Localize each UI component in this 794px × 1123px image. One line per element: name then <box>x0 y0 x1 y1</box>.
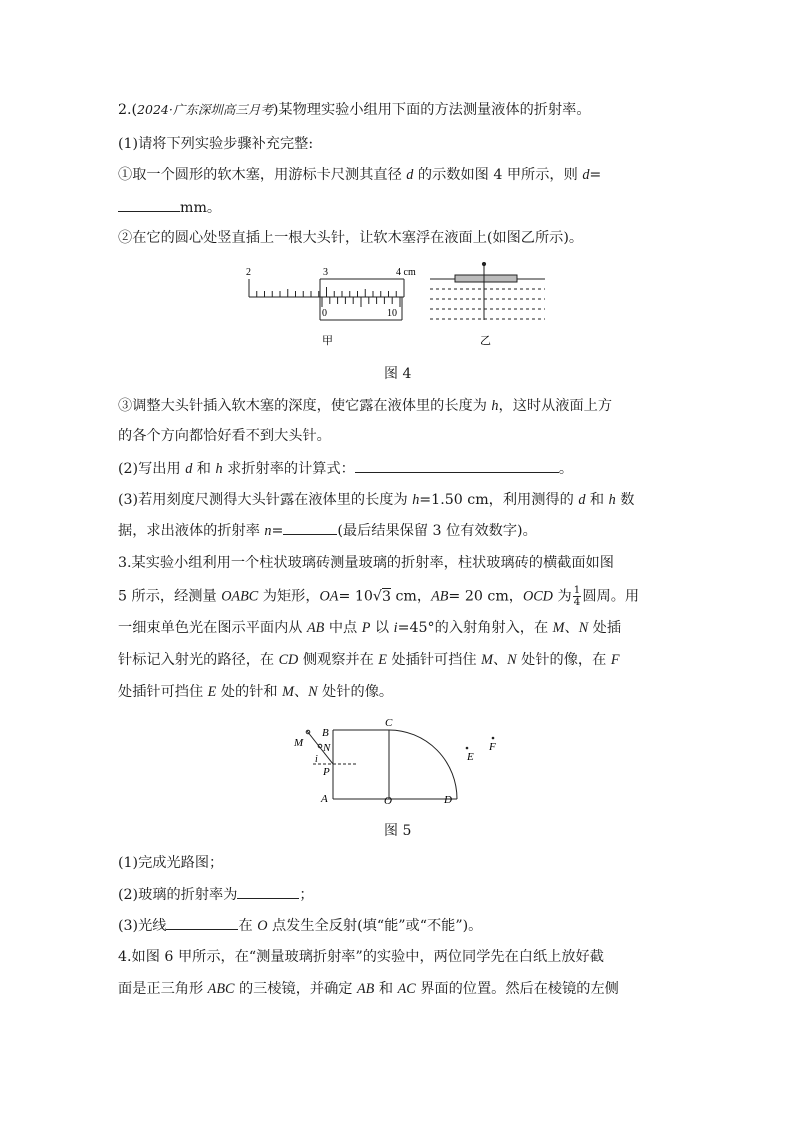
cork-in-liquid <box>430 262 545 320</box>
main-label-3: 3 <box>323 267 328 278</box>
main-label-4cm: 4 cm <box>396 267 416 278</box>
q2-part2: (2)写出用 d 和 h 求折射率的计算式： 。 <box>118 458 573 479</box>
figure-5-caption: 图 5 <box>384 823 412 839</box>
q4-line2: 面是正三角形 ABC 的三棱镜，并确定 AB 和 AC 界面的位置。然后在棱镜的左侧 <box>118 981 619 997</box>
figure-4 <box>230 262 560 357</box>
q3-line3: 一细束单色光在图示平面内从 AB 中点 P 以 i=45°的入射角射入，在 M、N 处插 <box>118 620 622 636</box>
svg-text:E: E <box>467 751 474 763</box>
fraction-quarter: $\frac{1}{4}$ <box>573 584 581 608</box>
q2-title: 2.(2024·广东深圳高三月考)某物理实验小组用下面的方法测量液体的折射率。 <box>118 102 591 118</box>
sqrt-sign: √ <box>372 588 382 605</box>
vernier-scale-ticks <box>322 297 400 307</box>
answer-blank-d[interactable] <box>118 197 180 212</box>
answer-blank-total-reflection[interactable] <box>166 915 238 930</box>
pin-F <box>492 737 495 740</box>
vernier-label-0: 0 <box>322 308 327 319</box>
svg-text:F: F <box>489 741 496 753</box>
q3-line5: 处插针可挡住 E 处的针和 M、N 处针的像。 <box>118 684 394 700</box>
q3-part3: (3)光线 在 O 点发生全反射(填“能”或“不能”)。 <box>118 915 482 936</box>
q2-step1-answer: mm。 <box>118 197 221 218</box>
q2-source: 2024·广东深圳高三月考 <box>137 102 273 117</box>
svg-text:B: B <box>322 727 329 739</box>
q4-line1: 4.如图 6 甲所示，在“测量玻璃折射率”的实验中，两位同学先在白纸上放好截 <box>118 949 604 965</box>
sub-caption-yi: 乙 <box>480 335 491 347</box>
svg-text:P: P <box>323 766 330 778</box>
q3-part2: (2)玻璃的折射率为 ； <box>118 884 314 905</box>
figure-5 <box>285 715 515 810</box>
q3-line1: 3.某实验小组利用一个柱状玻璃砖测量玻璃的折射率，柱状玻璃砖的横截面如图 <box>118 555 614 571</box>
svg-text:N: N <box>323 742 331 754</box>
q3-line4: 针标记入射光的路径，在 CD 侧观察并在 E 处插针可挡住 M、N 处针的像，在 F <box>118 652 620 668</box>
q2-part1: (1)请将下列实验步骤补充完整: <box>118 136 314 152</box>
figure-4-caption: 图 4 <box>384 366 412 382</box>
answer-blank-n[interactable] <box>283 520 337 535</box>
main-label-2: 2 <box>246 267 251 278</box>
q2-part3-line2: 据，求出液体的折射率 n= (最后结果保留 3 位有效数字)。 <box>118 520 537 541</box>
svg-text:M: M <box>294 737 304 749</box>
svg-text:i: i <box>315 754 318 765</box>
vernier-label-10: 10 <box>387 308 397 319</box>
q2-step1: ①取一个圆形的软木塞，用游标卡尺测其直径 d 的示数如图 4 甲所示，则 d= <box>118 167 602 183</box>
svg-text:C: C <box>385 717 393 729</box>
answer-blank-glass-n[interactable] <box>237 884 299 899</box>
q2-step3-line2: 的各个方向都恰好看不到大头针。 <box>118 428 331 444</box>
q2-step3-line1: ③调整大头针插入软木塞的深度，使它露在液体里的长度为 h，这时从液面上方 <box>118 398 613 414</box>
q2-step2: ②在它的圆心处竖直插上一根大头针，让软木塞浮在液面上(如图乙所示)。 <box>118 230 584 246</box>
arc-CD <box>389 730 457 799</box>
svg-text:A: A <box>321 793 328 805</box>
svg-text:O: O <box>384 795 392 807</box>
answer-blank-formula[interactable] <box>355 458 559 473</box>
q3-line2: 5 所示，经测量 OABC 为矩形，OA= 10√3 cm，AB= 20 cm，OCD 为 $\frac{1}{4}$ 圆周。用 <box>118 584 640 608</box>
q2-part3-line1: (3)若用刻度尺测得大头针露在液体里的长度为 h=1.50 cm，利用测得的 d 和 h 数 <box>118 492 635 508</box>
main-scale-ticks <box>249 287 404 297</box>
pin-E <box>466 747 469 750</box>
q3-part1: (1)完成光路图； <box>118 855 224 871</box>
sub-caption-jia: 甲 <box>322 335 333 347</box>
svg-text:D: D <box>444 794 452 806</box>
